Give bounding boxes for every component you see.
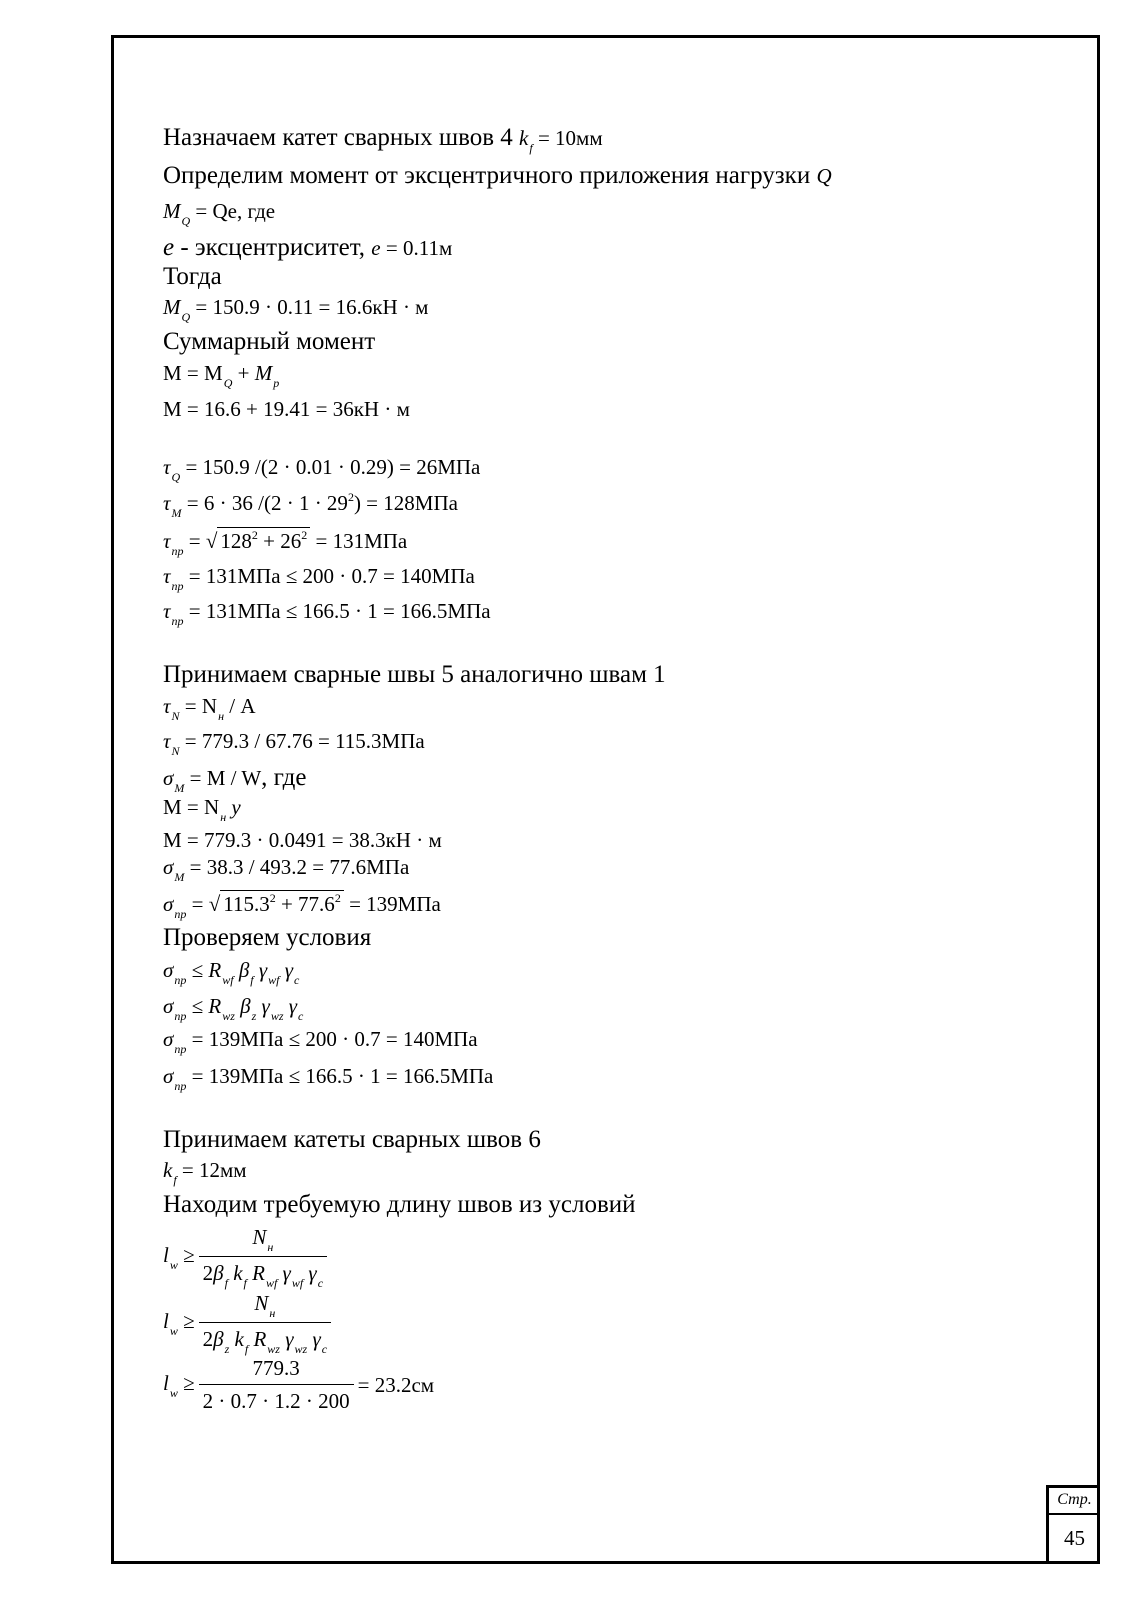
line-moment-eccentric: Определим момент от эксцентричного приложения нагрузки Q [163,162,832,189]
line-accept-welds-5: Принимаем сварные швы 5 аналогично швам 1 [163,661,666,688]
formula-sigma-pr-check1: $\sigma_{пр} = 139МПа \le 200 \cdot 0.7 = 140МПа$ [163,1027,478,1056]
formula-sigma-m: $\sigma_M = M / W$, где [163,764,307,795]
formula-m-sum: $M = M_Q + M_p$ [163,361,280,390]
formula-tau-n-value: $\tau_N = 779.3 / 67.76 = 115.3МПа$ [163,729,425,758]
formula-m-value2: M = 779.3 · 0.0491 = 38.3кН · м [163,828,442,852]
page-number: 45 [1064,1526,1085,1550]
formula-mq: $M_Q = Qe$, где [163,199,276,228]
formula-mq-value: $M_Q = 150.9 \cdot 0.11 = 16.6кН \cdot м$ [163,295,429,324]
formula-tau-pr-sqrt: $\tau_{пр}$ = √ $128^2 + 26^2 = 131МПа$ [163,528,408,558]
line-total-moment: Суммарный момент [163,328,376,355]
formula-sigma-m-value: $\sigma_M = 38.3 / 493.2 = 77.6МПа$ [163,855,410,884]
formula-m-ny: $M = N_н$ y [163,795,241,824]
formula-lw-cond2: $l_w$ ≥ $\frac{N_н}{2\beta_z k_f R_{wz} \gamma_{wz} \gamma_c}$ [163,1290,335,1355]
formula-sigma-pr-cond1: $\sigma_{пр} \le R_{wf}$ $\beta_f$ $\gamma_{wf}$ $\gamma_c$ [163,958,300,987]
formula-tau-m: $\tau_M = 6 \cdot 36$ $/(2 \cdot 1 \cdot 29^2) = 128МПа$ [163,490,458,520]
page-number-stamp [1046,1485,1100,1564]
formula-sigma-pr-sqrt: $\sigma_{пр}$ = √ $115.3^2 + 77.6^2 = 139МПа$ [163,891,441,921]
formula-lw-value: $l_w$ ≥ $\frac{779.3}{2 \cdot 0.7 \cdot 1.2 \cdot 200}$ = 23.2см [163,1356,435,1413]
formula-tau-n: $\tau_N = N_н / A$ [163,694,256,723]
formula-tau-pr-check1: $\tau_{пр} = 131МПа \le 200 \cdot 0.7 = 140МПа$ [163,564,475,593]
formula-sigma-pr-check2: $\sigma_{пр} = 139МПа \le 166.5 \cdot 1 = 166.5МПа$ [163,1064,494,1093]
formula-m-value: M = 16.6 + 19.41 = 36кН · м [163,397,410,421]
line-check-conditions: Проверяем условия [163,924,372,951]
line-then: Тогда [163,263,222,290]
line-eccentricity: e - эксцентриситет, e = 0.11м [163,234,453,261]
formula-lw-cond1: $l_w$ ≥ $\frac{N_н}{2\beta_f k_f R_{wf} \gamma_{wf} \gamma_c}$ [163,1224,331,1289]
page-label: Стр. [1049,1488,1100,1515]
line-accept-legs-6: Принимаем катеты сварных швов 6 [163,1126,541,1153]
line-find-length: Находим требуемую длину швов из условий [163,1191,636,1218]
formula-sigma-pr-cond2: $\sigma_{пр} \le R_{wz}$ $\beta_z$ $\gamma_{wz}$ $\gamma_c$ [163,994,304,1023]
formula-kf-12: $k_f = 12мм$ [163,1158,247,1187]
line-assign-leg-4: Назначаем катет сварных швов 4 $k_f = 10мм$ [163,124,603,155]
formula-tau-q: $\tau_Q = 150.9$ /(2 · 0.01 · 0.29) = 26МПа [163,455,481,484]
formula-tau-pr-check2: $\tau_{пр} = 131МПа \le 166.5 \cdot 1 = 166.5МПа$ [163,599,491,628]
